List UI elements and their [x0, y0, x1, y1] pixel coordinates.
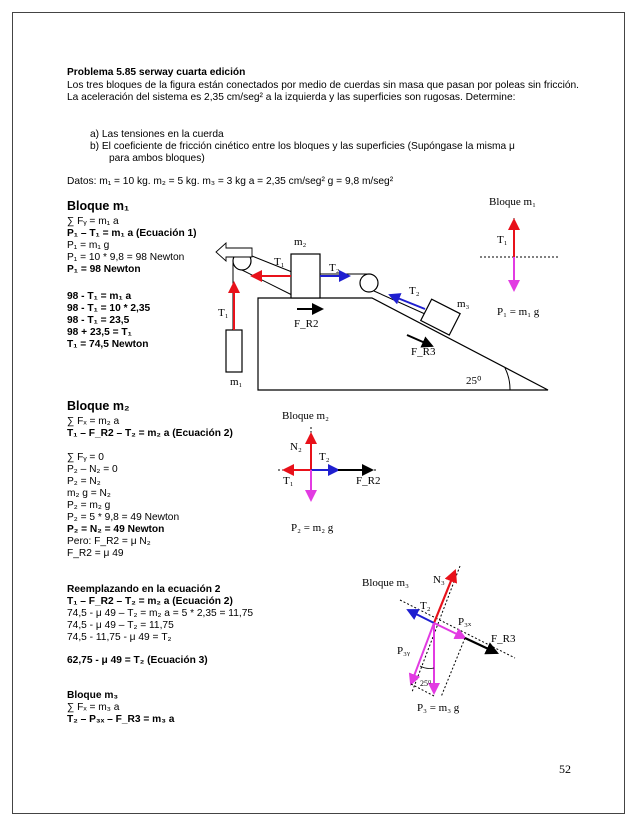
bloque1-line: ∑ Fᵧ = m₁ a: [67, 216, 119, 227]
reemplazo-line: 62,75 - μ 49 = T₂ (Ecuación 3): [67, 655, 208, 666]
problem-title: Problema 5.85 serway cuarta edición: [67, 67, 246, 78]
reemplazo-line: 74,5 - μ 49 – T₂ = 11,75: [67, 620, 174, 631]
item-b: b) El coeficiente de fricción cinético entre los bloques y las superficies (Supóngase la misma μ: [90, 141, 515, 152]
fbd3-P3Y-arrow: [411, 623, 434, 684]
reemplazo-line: 74,5 - μ 49 – T₂ = m₂ a = 5 * 2,35 = 11,75: [67, 608, 254, 619]
bloque2-line: F_R2 = μ 49: [67, 548, 124, 559]
fbd3-P3Y-label: P₃ᵧ: [397, 645, 410, 657]
label-m2: m₂: [294, 236, 307, 248]
page-number: 52: [559, 762, 571, 776]
bloque2-line: Pero: F_R2 = μ N₂: [67, 536, 151, 547]
fbd1-P1-label: P₁ = m₁ g: [497, 306, 540, 318]
bloque1-line: P₁ = 98 Newton: [67, 264, 141, 275]
bloque1-line: 98 + 23,5 = T₁: [67, 327, 132, 338]
bloque2-line: P₂ = N₂: [67, 476, 101, 487]
block-m3: [421, 299, 460, 335]
fbd2-title: Bloque m₂: [282, 410, 329, 422]
fbd2-P2-label: P₂ = m₂ g: [291, 522, 334, 534]
fbd3-P3-label: P₃ = m₃ g: [417, 702, 460, 714]
fbd1-T1-label: T₁: [497, 234, 508, 246]
arrow-T2-m3: [390, 295, 425, 309]
fbd3-P3X-label: P₃ₓ: [458, 616, 472, 628]
bloque1-line: 98 - T₁ = m₁ a: [67, 291, 132, 302]
label-T1: T₁: [218, 307, 229, 319]
bloque1-line: 98 - T₁ = 10 * 2,35: [67, 303, 151, 314]
bloque2-heading: Bloque m₂: [67, 399, 130, 413]
fbd3-N3-label: N₃: [433, 574, 445, 586]
bloque1-line: T₁ = 74,5 Newton: [67, 339, 149, 350]
bloque2-line: T₁ – F_R2 – T₂ = m₂ a (Ecuación 2): [67, 428, 233, 439]
pulley-right: [360, 274, 378, 292]
bloque1-line: 98 - T₁ = 23,5: [67, 315, 130, 326]
problem-intro: Los tres bloques de la figura están conectados por medio de cuerdas sin masa que pasan por poleas sin fricción. La aceleración del sistema es 2,35 cm/seg² a la izquierda y las superficies son rugosas. Determine:: [67, 80, 579, 104]
fbd1-title: Bloque m₁: [489, 196, 536, 208]
label-T2: T₂: [409, 285, 420, 297]
bloque2-line: P₂ = N₂ = 49 Newton: [67, 524, 165, 535]
bloque1-heading: Bloque m₁: [67, 199, 130, 213]
fbd2-FR2-label: F_R2: [356, 475, 381, 487]
bloque2-line: m₂ g = N₂: [67, 488, 111, 499]
fbd2-T1-label: T₁: [283, 475, 294, 487]
bloque2-line: P₂ – N₂ = 0: [67, 464, 118, 475]
label-m1: m₁: [230, 376, 243, 388]
label-FR2: F_R2: [294, 318, 319, 330]
fbd3-title: Bloque m₃: [362, 577, 409, 589]
bloque2-line: ∑ Fᵧ = 0: [67, 452, 104, 463]
block-m1: [226, 330, 242, 372]
bloque2-line: ∑ Fₓ = m₂ a: [67, 416, 120, 427]
arrow-FR3: [407, 335, 432, 346]
fbd3-angle-label: 25⁰: [420, 679, 432, 688]
label-T2: T₂: [329, 262, 340, 274]
bloque1-line: P₁ = 10 * 9,8 = 98 Newton: [67, 252, 185, 263]
bloque2-line: P₂ = 5 * 9,8 = 49 Newton: [67, 512, 180, 523]
angle-arc: [505, 368, 510, 390]
item-a: a) Las tensiones en la cuerda: [90, 129, 224, 140]
reemplazo-line: 74,5 - 11,75 - μ 49 = T₂: [67, 632, 172, 643]
label-m3: m₃: [457, 298, 470, 310]
label-FR3: F_R3: [411, 346, 436, 358]
bloque1-line: P₁ = m₁ g: [67, 240, 110, 251]
block-m2: [291, 254, 320, 298]
label-T1: T₁: [274, 256, 285, 268]
fbd3-FR3-label: F_R3: [491, 633, 516, 645]
reemplazo-heading: Reemplazando en la ecuación 2: [67, 584, 221, 595]
datos-line: Datos: m₁ = 10 kg. m₂ = 5 kg. m₃ = 3 kg a = 2,35 cm/seg² g = 9,8 m/seg²: [67, 176, 394, 187]
item-b-cont: para ambos bloques): [109, 153, 205, 164]
bloque3-line: ∑ Fₓ = m₃ a: [67, 702, 120, 713]
bloque1-line: P₁ – T₁ = m₁ a (Ecuación 1): [67, 228, 197, 239]
fbd2-N2-label: N₂: [290, 441, 302, 453]
fbd2-T2-label: T₂: [319, 451, 330, 463]
label-angle: 25⁰: [466, 375, 482, 387]
bloque3-heading: Bloque m₃: [67, 690, 119, 701]
bloque2-line: P₂ = m₂ g: [67, 500, 111, 511]
reemplazo-line: T₁ – F_R2 – T₂ = m₂ a (Ecuación 2): [67, 596, 233, 607]
bloque3-line: T₂ – P₃ₓ – F_R3 = m₃ a: [67, 714, 175, 725]
fbd3-T2-label: T₂: [420, 600, 431, 612]
